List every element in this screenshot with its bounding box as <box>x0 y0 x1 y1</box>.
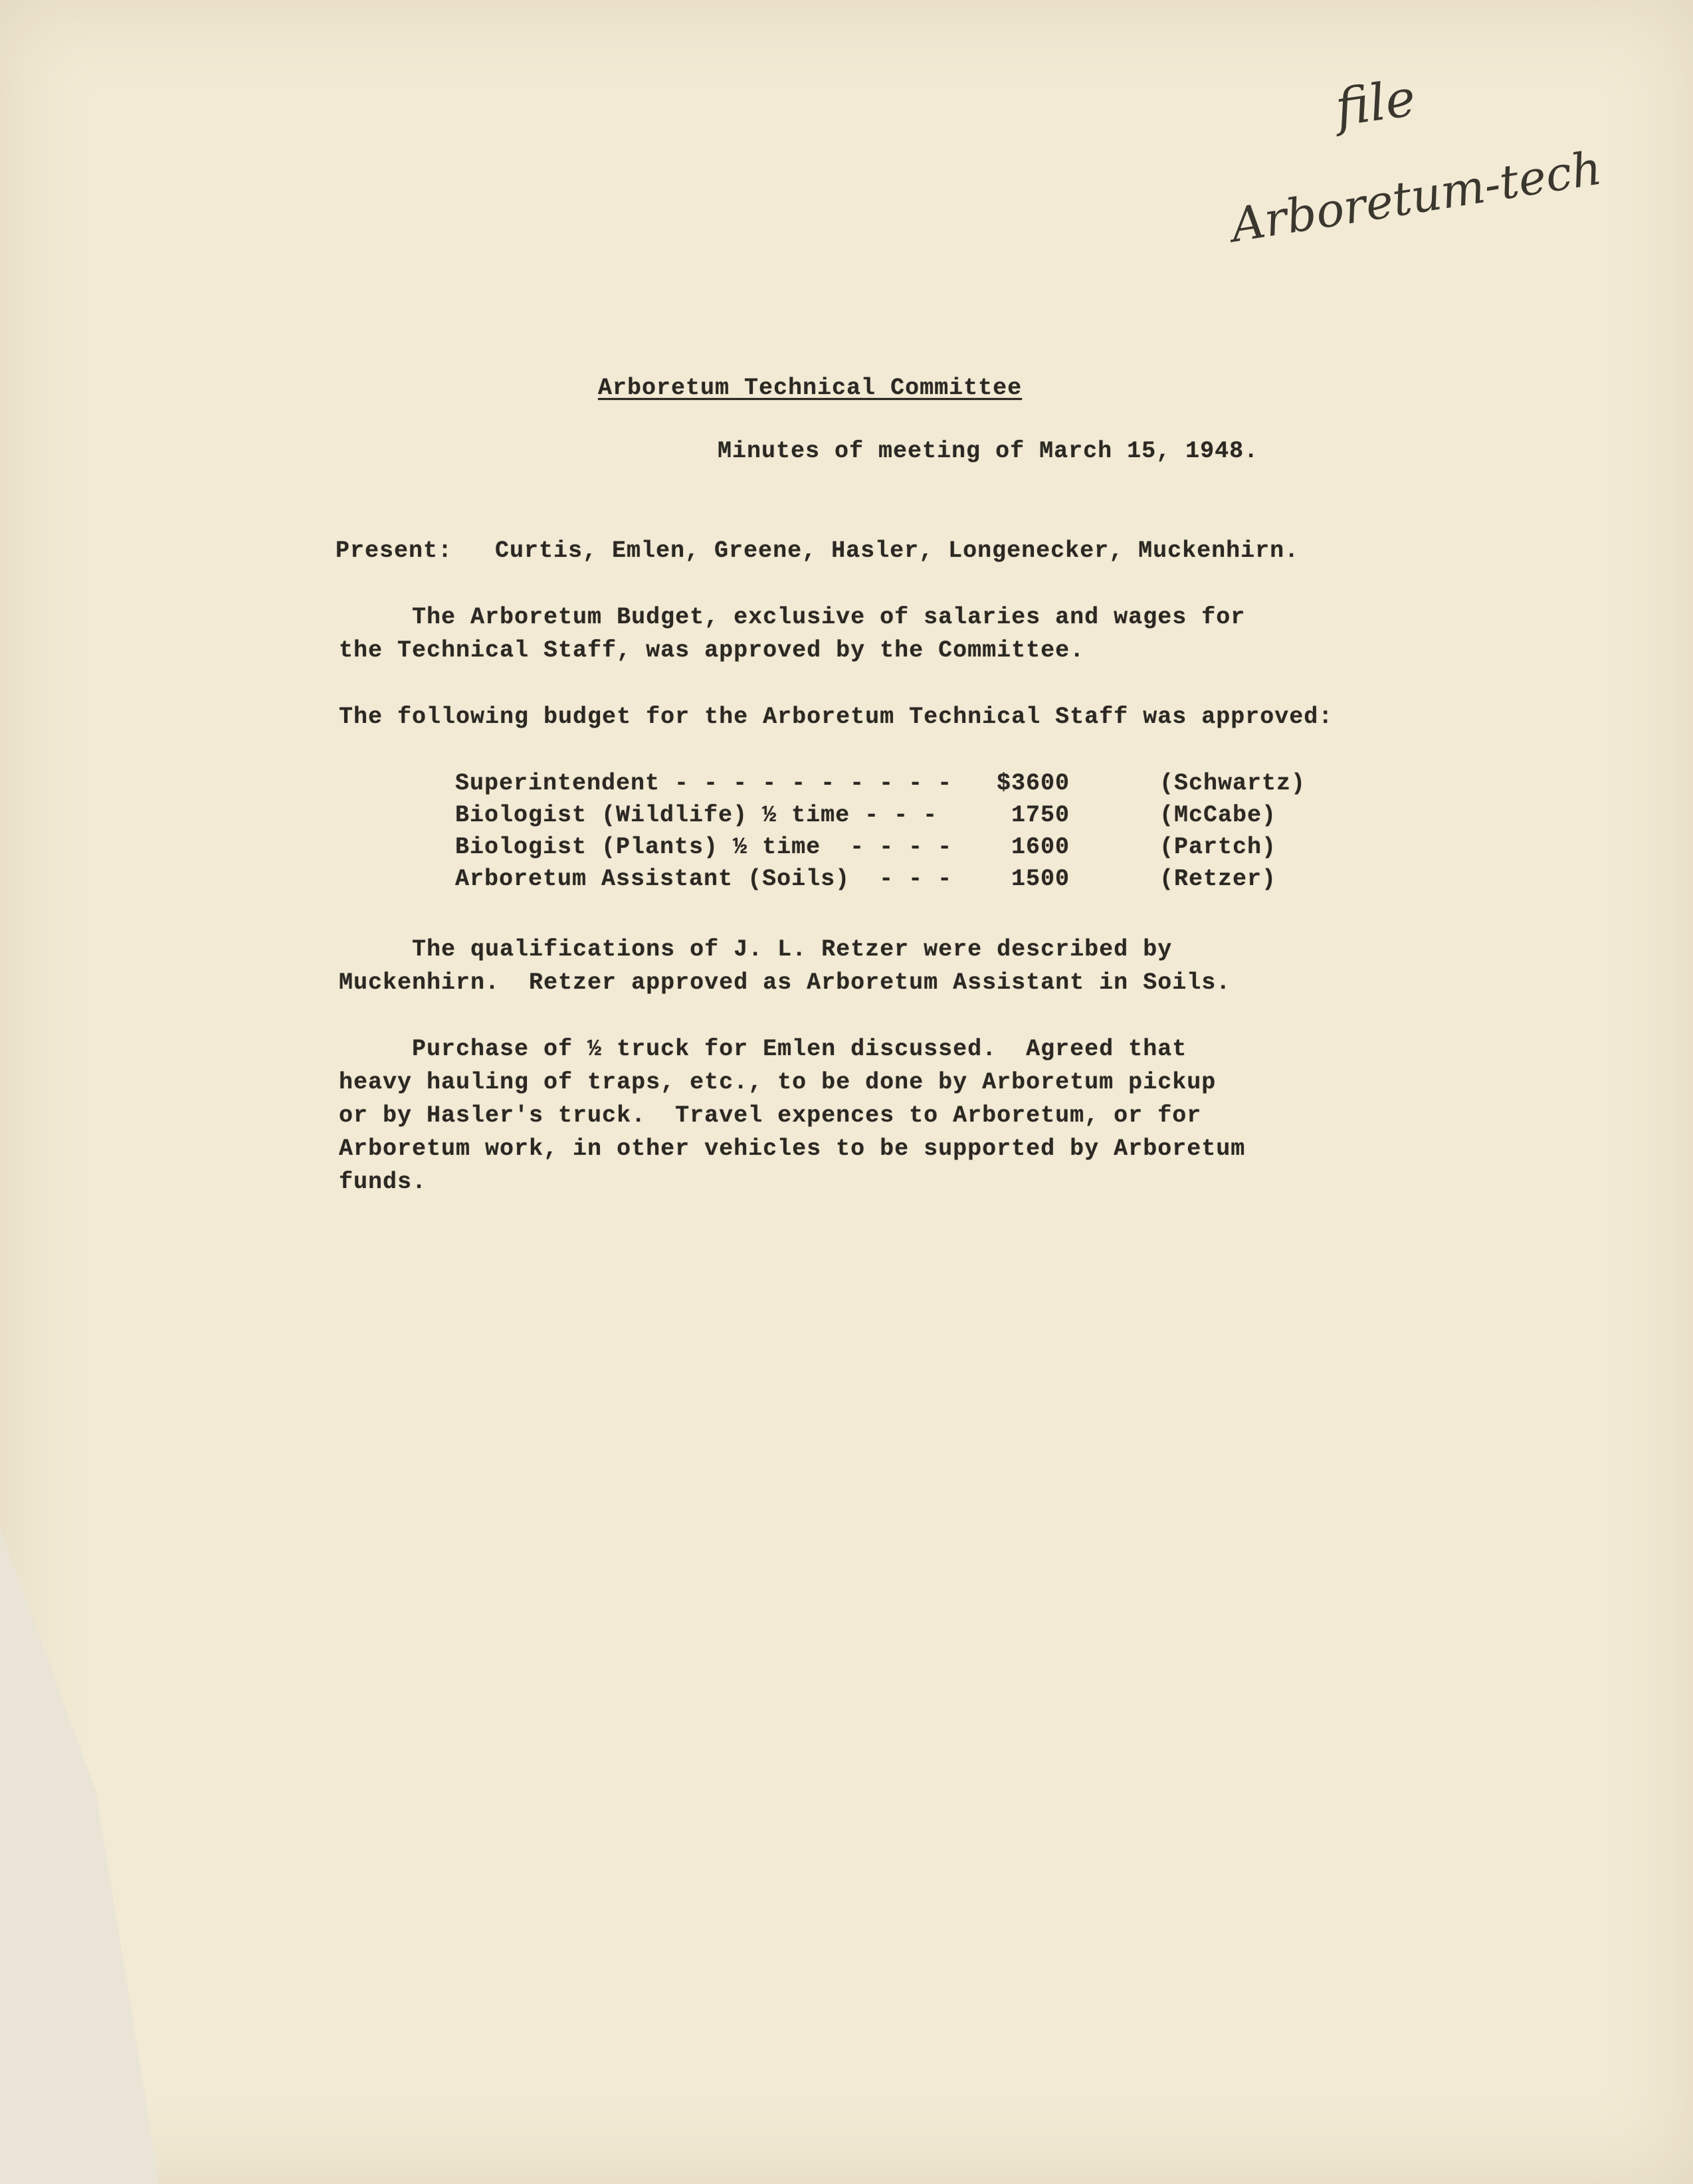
handwritten-arboretum-tech-note: Arboretum-tech <box>1227 140 1605 253</box>
budget-person: (Schwartz) <box>1159 770 1306 797</box>
truck-line-3: or by Hasler's truck. Travel expences to Arboretum, or for <box>339 1102 1202 1129</box>
document-title: Arboretum Technical Committee <box>598 375 1023 401</box>
handwritten-file-note: file <box>1332 68 1419 138</box>
truck-line-5: funds. <box>339 1169 427 1195</box>
qualifications-line-1: The qualifications of J. L. Retzer were described by <box>339 936 1173 963</box>
budget-position: Arboretum Assistant (Soils) - - - <box>455 866 953 892</box>
budget-intro: The following budget for the Arboretum Technical Staff was approved: <box>339 704 1334 730</box>
budget-amount: 1750 <box>1011 802 1070 829</box>
budget-person: (Partch) <box>1159 834 1277 860</box>
budget-position: Biologist (Wildlife) ½ time - - - <box>455 802 938 829</box>
present-names: Curtis, Emlen, Greene, Hasler, Longenecker, Muckenhirn. <box>495 538 1300 564</box>
budget-position: Biologist (Plants) ½ time - - - - <box>455 834 953 860</box>
truck-line-4: Arboretum work, in other vehicles to be supported by Arboretum <box>339 1136 1246 1162</box>
budget-amount: $3600 <box>996 770 1070 797</box>
budget-row-biologist-wildlife <box>455 799 1385 831</box>
budget-person: (McCabe) <box>1159 802 1277 829</box>
budget-row-arboretum-assistant <box>455 863 1385 895</box>
budget-row-biologist-plants <box>455 831 1385 863</box>
budget-approval-line-1: The Arboretum Budget, exclusive of salaries and wages for <box>339 604 1246 631</box>
truck-line-1: Purchase of ½ truck for Emlen discussed. Agreed that <box>339 1036 1187 1062</box>
meeting-date: Minutes of meeting of March 15, 1948. <box>718 438 1259 464</box>
budget-approval-line-2: the Technical Staff, was approved by the Committee. <box>339 637 1085 664</box>
budget-amount: 1600 <box>1011 834 1070 860</box>
present-label: Present: <box>336 538 453 564</box>
budget-position: Superintendent - - - - - - - - - - <box>455 770 953 797</box>
budget-amount: 1500 <box>1011 866 1070 892</box>
qualifications-line-2: Muckenhirn. Retzer approved as Arboretum Assistant in Soils. <box>339 969 1231 996</box>
budget-row-superintendent <box>455 767 1385 799</box>
budget-person: (Retzer) <box>1159 866 1277 892</box>
truck-line-2: heavy hauling of traps, etc., to be done by Arboretum pickup <box>339 1069 1217 1096</box>
